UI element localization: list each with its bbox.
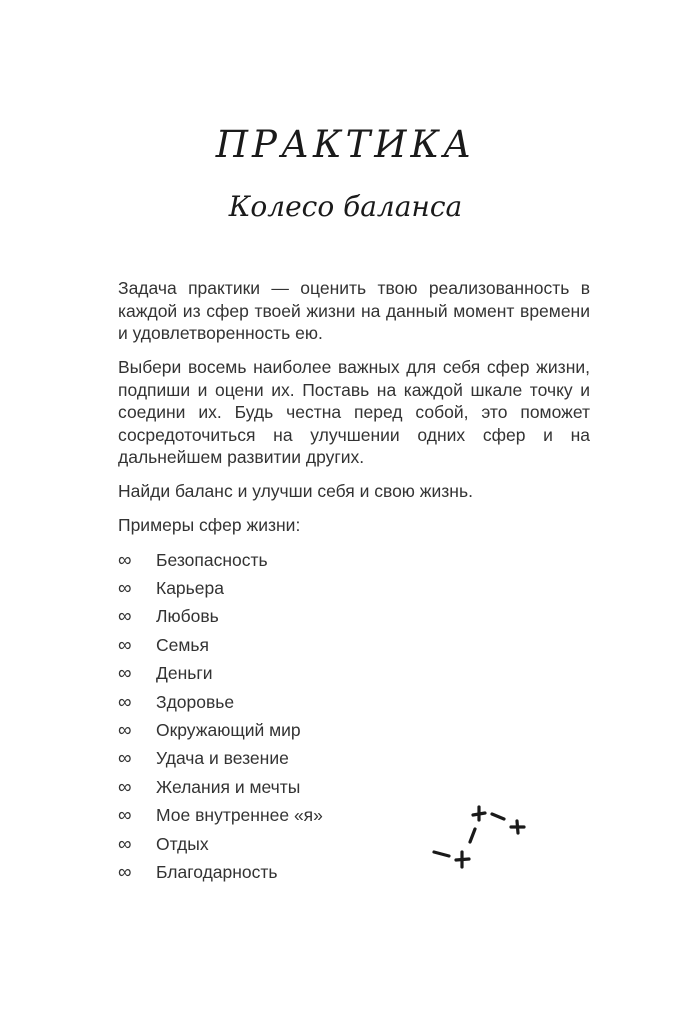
infinity-bullet-icon: ∞ (118, 634, 132, 656)
list-item (118, 858, 323, 886)
list-item-label: Деньги (156, 663, 213, 684)
instructions-paragraph: Выбери восемь наиболее важных для себя сфер жизни, подпиши и оцени их. Поставь на каждой шкале точку и соедини их. Будь честна перед собой, это поможет сосредоточиться на улучшении одних сфер и на дальнейшем развитии других. (118, 357, 590, 467)
examples-heading: Примеры сфер жизни: (118, 515, 301, 535)
list-item (118, 802, 323, 830)
infinity-bullet-icon: ∞ (118, 805, 132, 827)
life-spheres-list (118, 546, 323, 887)
list-item (118, 688, 323, 716)
list-item (118, 716, 323, 744)
list-item (118, 603, 323, 631)
list-item-label: Окружающий мир (156, 720, 301, 741)
intro-paragraph: Задача практики — оценить твою реализованность в каждой из сфер твоей жизни на данный момент времени и удовлетворенность ею. (118, 278, 590, 343)
infinity-bullet-icon: ∞ (118, 748, 132, 770)
dashed-cross-doodle-icon (425, 798, 535, 873)
list-item-label: Карьера (156, 578, 224, 599)
infinity-bullet-icon: ∞ (118, 549, 132, 571)
list-item-label: Благодарность (156, 861, 278, 882)
page-title: ПРАКТИКА (215, 123, 476, 166)
list-item-label: Мое внутреннее «я» (156, 805, 323, 826)
list-item (118, 830, 323, 858)
list-item-label: Удача и везение (156, 748, 289, 769)
infinity-bullet-icon: ∞ (118, 606, 132, 628)
list-item (118, 660, 323, 688)
infinity-bullet-icon: ∞ (118, 663, 132, 685)
list-item-label: Отдых (156, 833, 209, 854)
list-item-label: Семья (156, 634, 209, 655)
list-item (118, 631, 323, 659)
list-item-label: Любовь (156, 606, 219, 627)
infinity-bullet-icon: ∞ (118, 578, 132, 600)
page-subtitle: Колесо баланса (228, 190, 463, 223)
list-item-label: Желания и мечты (156, 776, 301, 797)
infinity-bullet-icon: ∞ (118, 776, 132, 798)
infinity-bullet-icon: ∞ (118, 861, 132, 883)
list-item (118, 546, 323, 574)
list-item (118, 745, 323, 773)
infinity-bullet-icon: ∞ (118, 720, 132, 742)
list-item (118, 773, 323, 801)
list-item-label: Безопасность (156, 549, 268, 570)
list-item-label: Здоровье (156, 691, 235, 712)
list-item (118, 574, 323, 602)
infinity-bullet-icon: ∞ (118, 833, 132, 855)
infinity-bullet-icon: ∞ (118, 691, 132, 713)
motivation-paragraph: Найди баланс и улучши себя и свою жизнь. (118, 481, 473, 501)
